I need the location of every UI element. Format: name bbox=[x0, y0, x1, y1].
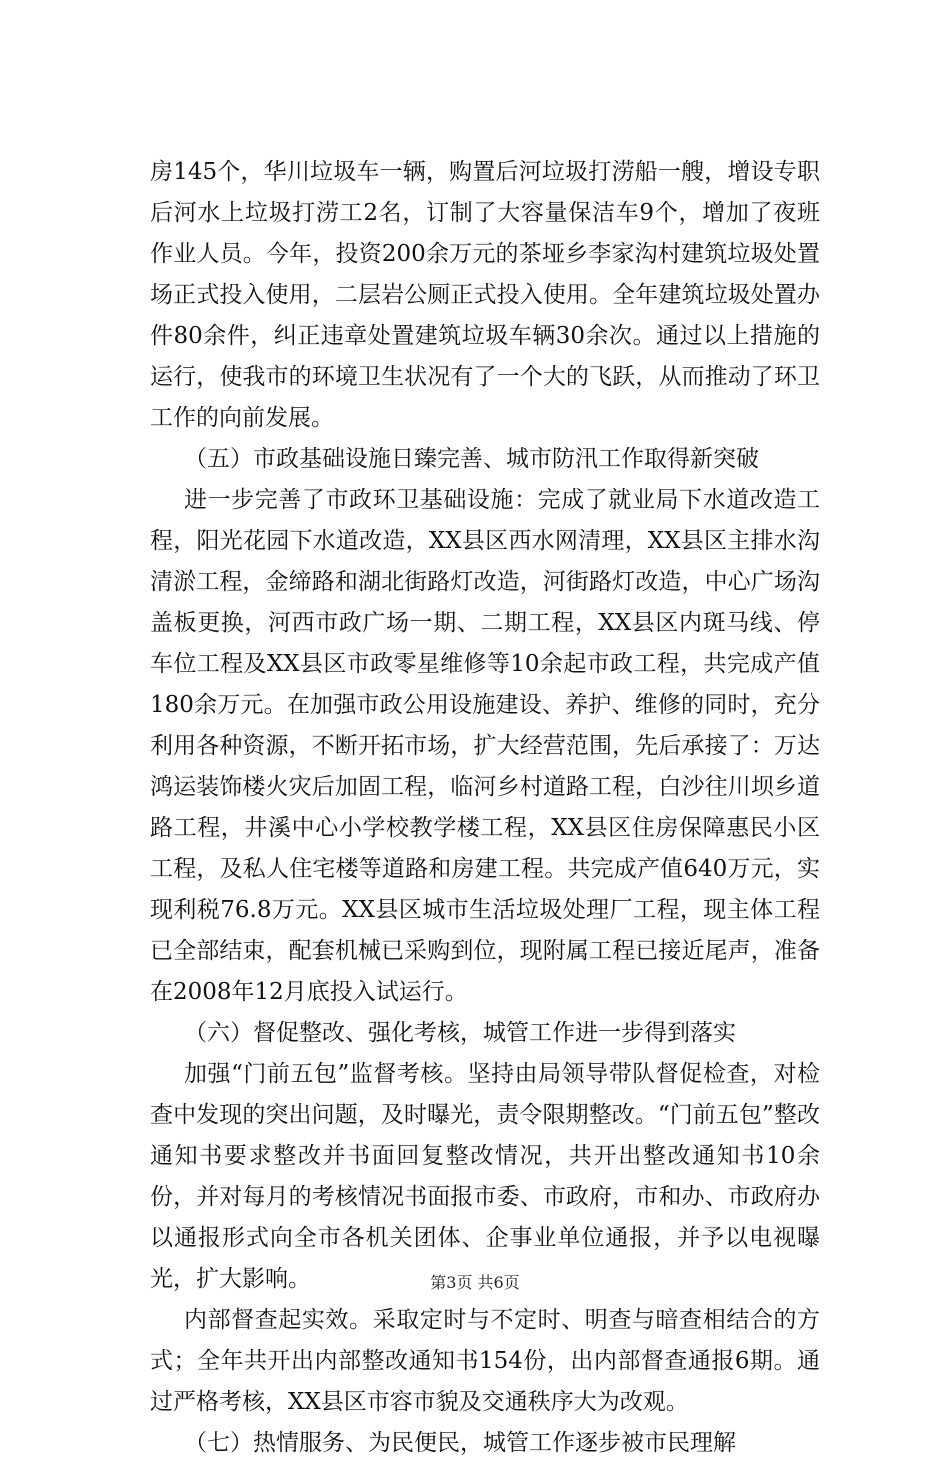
section-heading-seven: （七）热情服务、为民便民，城管工作逐步被市民理解 bbox=[184, 1430, 736, 1456]
section-heading-five: （五）市政基础设施日臻完善、城市防汛工作取得新突破 bbox=[184, 446, 759, 472]
paragraph-municipal-infrastructure: 进一步完善了市政环卫基础设施：完成了就业局下水道改造工程，阳光花园下水道改造，XX县区西水网清理，XX县区主排水沟清淤工程，金缔路和湖北街路灯改造，河街路灯改造，中心广场沟盖板更换，河西市政广场一期、二期工程，XX县区内斑马线、停车位工程及XX县区市政零星维修等10余起市政工程，共完成产值180余万元。在加强市政公用设施建设、养护、维修的同时，充分利用各种资源，不断开拓市场，扩大经营范围，先后承接了：万达鸿运装饰楼火灾后加固工程，临河乡村道路工程，白沙往川坝乡道路工程，井溪中心小学校教学楼工程，XX县区住房保障惠民小区工程，及私人住宅楼等道路和房建工程。共完成产值640万元，实现利税76.8万元。XX县区城市生活垃圾处理厂工程，现主体工程已全部结束，配套机械已采购到位，现附属工程已接近尾声，准备在2008年12月底投入试运行。 bbox=[150, 487, 820, 1005]
section-heading-six: （六）督促整改、强化考核，城管工作进一步得到落实 bbox=[184, 1020, 736, 1046]
paragraph-internal-supervision: 内部督查起实效。采取定时与不定时、明查与暗查相结合的方式；全年共开出内部整改通知书154份，出内部督查通报6期。通过严格考核，XX县区市容市貌及交通秩序大为改观。 bbox=[150, 1307, 820, 1415]
page-number-footer: 第3页 共6页 bbox=[430, 1273, 520, 1292]
document-body bbox=[150, 152, 820, 1464]
paragraph-door-inspection: 加强“门前五包”监督考核。坚持由局领导带队督促检查，对检查中发现的突出问题，及时曝光，责令限期整改。“门前五包”整改通知书要求整改并书面回复整改情况，共开出整改通知书10余份，并对每月的考核情况书面报市委、市政府，市和办、市政府办以通报形式向全市各机关团体、企事业单位通报，并予以电视曝光，扩大影响。 bbox=[150, 1061, 820, 1292]
paragraph-sanitation-summary: 房145个，华川垃圾车一辆，购置后河垃圾打涝船一艘，增设专职后河水上垃圾打涝工2名，订制了大容量保洁车9个，增加了夜班作业人员。今年，投资200余万元的茶垭乡李家沟村建筑垃圾处置场正式投入使用，二层岩公厕正式投入使用。全年建筑垃圾处置办件80余件，纠正违章处置建筑垃圾车辆30余次。通过以上措施的运行，使我市的环境卫生状况有了一个大的飞跃，从而推动了环卫工作的向前发展。 bbox=[150, 159, 820, 431]
